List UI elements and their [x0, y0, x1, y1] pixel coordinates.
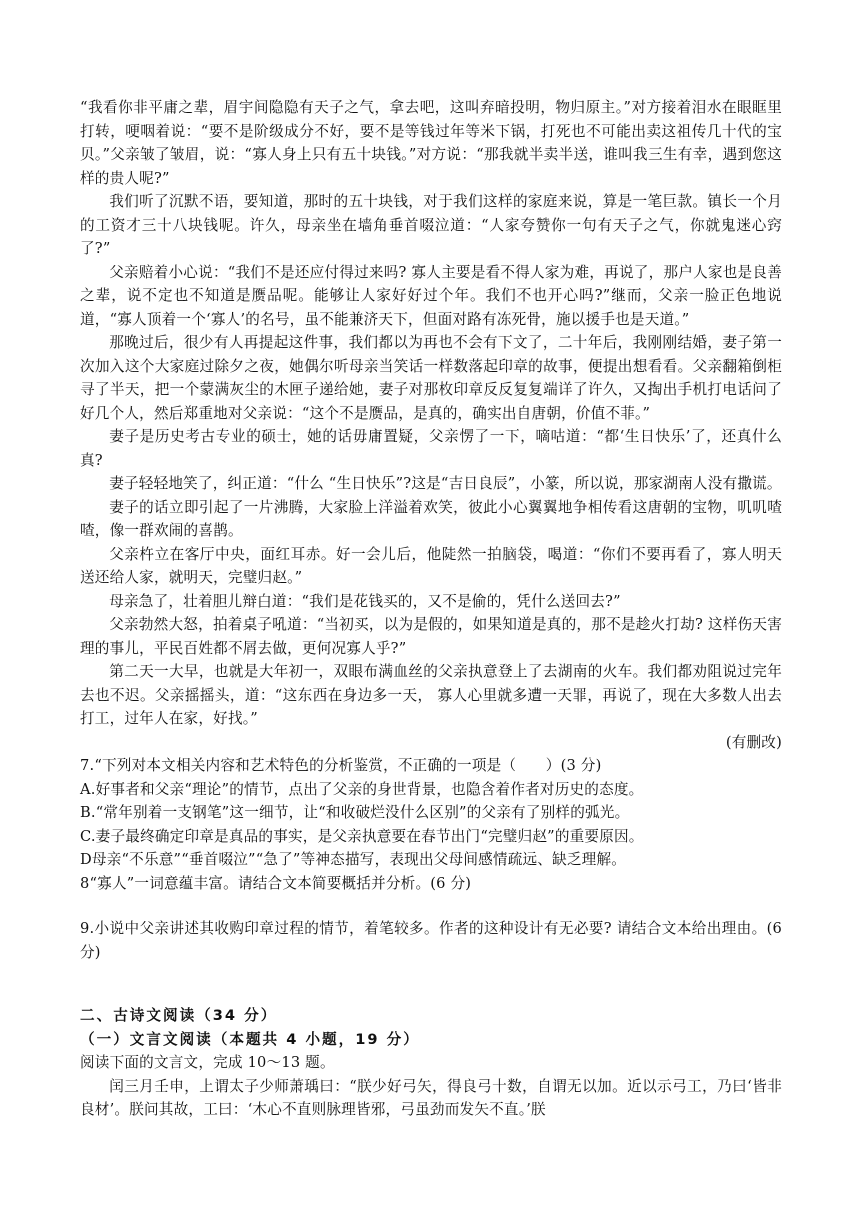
abridged-note: (有删改)	[725, 733, 782, 751]
document-page	[80, 96, 782, 1122]
question-stem: 7.“下列对本文相关内容和艺术特色的分析鉴赏，不正确的一项是（ ）(3 分)	[80, 757, 602, 774]
story-paragraph: 父亲勃然大怒，拍着桌子吼道：“当初买，以为是假的，如果知道是真的，那不是趁火打劫? 这样伤天害理的事儿，平民百姓都不屑去做，更何况寡人乎?”	[80, 616, 782, 657]
answer-space	[80, 964, 782, 1004]
answer-space	[80, 895, 782, 917]
question-7	[80, 754, 782, 872]
option-b: B.“常年别着一支钢笔”这一细节，让“和收破烂没什么区别”的父亲有了别样的弧光。	[80, 804, 630, 821]
classical-passage: 闰三月壬申，上谓太子少师萧瑀曰：“朕少好弓矢，得良弓十数，自谓无以加。近以示弓工，乃曰‘皆非良材’。朕问其故，工曰：‘木心不直则脉理皆邪，弓虽劲而发矢不直。’朕	[80, 1077, 782, 1118]
option-c: C.妻子最终确定印章是真品的事实，是父亲执意要在春节出门“完璧归赵”的重要原因。	[80, 827, 644, 845]
story-excerpt	[80, 96, 782, 754]
option-d: D母亲“不乐意”“垂首啜泣”“急了”等神态描写，表现出父母间感情疏远、缺乏理解。	[80, 851, 627, 868]
story-paragraph: 妻子的话立即引起了一片沸腾，大家脸上洋溢着欢笑，彼此小心翼翼地争相传看这唐朝的宝物，叽叽喳喳，像一群欢闹的喜鹊。	[80, 498, 782, 539]
story-paragraph: 父亲杵立在客厅中央，面红耳赤。好一会儿后，他陡然一拍脑袋，喝道：“你们不要再看了，寡人明天送还给人家，就明天，完璧归赵。”	[80, 545, 782, 586]
question-9: 9.小说中父亲讲述其收购印章过程的情节，着笔较多。作者的这种设计有无必要? 请结合文本给出理由。(6 分)	[80, 920, 782, 961]
section-heading: 二、古诗文阅读（34 分）	[80, 1007, 278, 1024]
story-paragraph: 妻子轻轻地笑了，纠正道：“什么 “生日快乐”?这是“吉日良辰”，小篆，所以说，那家湖南人没有撒谎。	[109, 475, 782, 492]
story-paragraph: 妻子是历史考古专业的硕士，她的话毋庸置疑，父亲愣了一下，嘀咕道：“都‘生日快乐’了，还真什么真?	[80, 428, 782, 469]
option-a: A.好事者和父亲“理论”的情节，点出了父亲的身世背景，也隐含着作者对历史的态度。	[80, 780, 644, 798]
story-paragraph: 那晚过后，很少有人再提起这件事，我们都以为再也不会有下文了，二十年后，我刚刚结婚，妻子第一次加入这个大家庭过除夕之夜，她偶尔听母亲当笑话一样数落起印章的故事，便提出想看看。父亲翻箱倒柜寻了半天，把一个蒙满灰尘的木匣子递给她，妻子对那枚印章反反复复端详了许久，又掏出手机打电话问了好几个人，然后郑重地对父亲说：“这个不是赝品，是真的，确实出自唐朝，价值不菲。”	[80, 334, 782, 422]
story-paragraph: 第二天一大早，也就是大年初一，双眼布满血丝的父亲执意登上了去湖南的火车。我们都劝阻说过完年去也不迟。父亲摇摇头，道：“这东西在身边多一天， 寡人心里就多遭一天罪，再说了，现在大多数人出去打工，过年人在家，好找。”	[80, 663, 782, 727]
story-paragraph: 我们听了沉默不语，要知道，那时的五十块钱，对于我们这样的家庭来说，算是一笔巨款。镇长一个月的工资才三十八块钱呢。许久，母亲坐在墙角垂首啜泣道：“人家夸赞你一句有天子之气，你就鬼迷心窍了?”	[80, 193, 782, 257]
story-paragraph: 母亲急了，壮着胆儿辩白道：“我们是花钱买的，又不是偷的，凭什么送回去?”	[109, 592, 621, 610]
reading-instruction: 阅读下面的文言文，完成 10～13 题。	[80, 1054, 335, 1071]
story-paragraph: 父亲赔着小心说：“我们不是还应付得过来吗? 寡人主要是看不得人家为难，再说了，那户人家也是良善之辈，说不定也不知道是赝品呢。能够让人家好好过个年。我们不也开心吗?”继而，父亲一脸正色地说道，“寡人顶着一个‘寡人’的名号，虽不能兼济天下，但面对路有冻死骨，施以援手也是天道。”	[80, 263, 782, 328]
question-8: 8“寡人”一词意蕴丰富。请结合文本简要概括并分析。(6 分)	[80, 874, 472, 892]
subsection-heading: （一）文言文阅读（本题共 4 小题，19 分）	[80, 1030, 420, 1048]
story-paragraph: “我看你非平庸之辈，眉宇间隐隐有天子之气，拿去吧，这叫弃暗投明，物归原主。”对方接着泪水在眼眶里打转，哽咽着说：“要不是阶级成分不好，要不是等钱过年等米下锅，打死也不可能出卖这祖传几十代的宝贝。”父亲皱了皱眉，说：“寡人身上只有五十块钱。”对方说：“那我就半卖半送，谁叫我三生有幸，遇到您这样的贵人呢?”	[80, 99, 782, 187]
